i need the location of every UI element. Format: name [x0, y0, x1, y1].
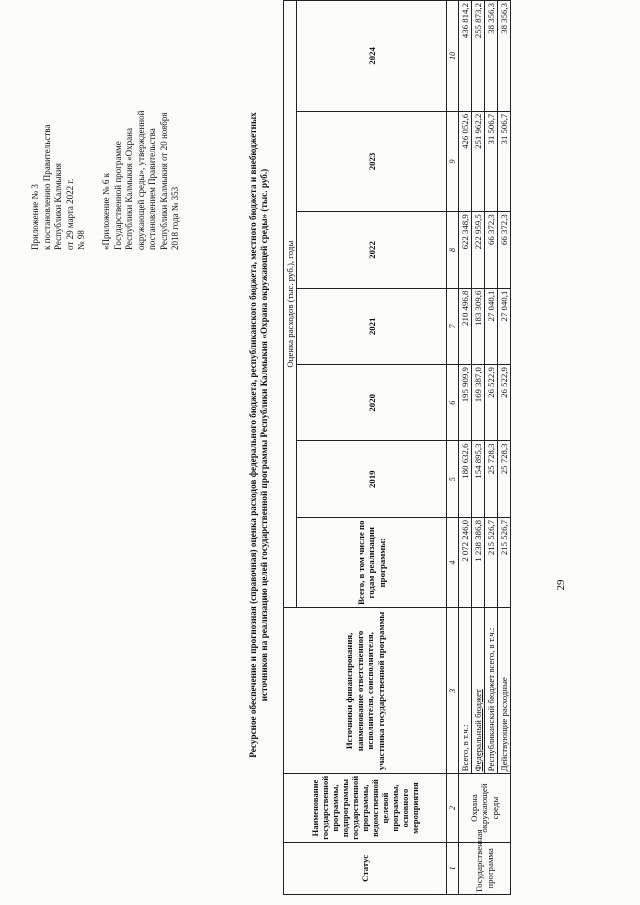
source-cell: Федеральный бюджет — [472, 608, 485, 774]
source-cell: Всего, в т.ч.: — [459, 608, 472, 774]
value-cell: 251 962,2 — [472, 111, 485, 212]
header-year-2021: 2021 — [297, 288, 447, 364]
value-cell: 38 356,3 — [485, 1, 498, 112]
index-cell: 6 — [447, 365, 459, 441]
header-total: Всего, в том числе по годам реализации программы: — [297, 517, 447, 608]
value-cell: 25 728,3 — [485, 441, 498, 517]
index-cell: 1 — [447, 842, 459, 894]
value-cell: 27 040,1 — [485, 288, 498, 364]
header-year-2022: 2022 — [297, 212, 447, 288]
header-year-2020: 2020 — [297, 365, 447, 441]
appendix-6-line: постановлением Правительства — [147, 128, 157, 250]
value-cell: 622 348,9 — [459, 212, 472, 288]
program-name-cell: Охрана окружающей среды — [459, 774, 511, 842]
value-cell: 169 387,0 — [472, 365, 485, 441]
index-cell: 2 — [447, 774, 459, 842]
value-cell: 1 238 386,8 — [472, 517, 485, 608]
index-cell: 5 — [447, 441, 459, 517]
title-line-2: источников на реализацию целей государственной программы Республики Калмыкия «Охрана окружающей среды» (тыс. руб.) — [259, 168, 269, 702]
appendix-3-line: от 29 марта 2022 г. — [64, 178, 75, 250]
value-cell: 66 372,3 — [498, 212, 511, 288]
value-cell: 426 052,6 — [459, 111, 472, 212]
header-estimate: Оценка расходов (тыс. руб.), годы — [284, 1, 297, 608]
page-number: 29 — [555, 579, 567, 591]
index-cell: 3 — [447, 608, 459, 774]
value-cell: 183 309,6 — [472, 288, 485, 364]
header-row-1 — [284, 1, 297, 895]
value-cell: 31 506,7 — [498, 111, 511, 212]
appendix-6-line: Республики Калмыкия «Охрана — [124, 128, 134, 250]
appendix-6-line: 2018 года № 353 — [170, 186, 180, 250]
value-cell: 154 895,3 — [472, 441, 485, 517]
appendix-3-line: Республики Калмыкия — [53, 163, 63, 250]
appendix-6-line: окружающей среды», утвержденной — [135, 110, 146, 250]
budget-table — [283, 0, 511, 895]
index-cell: 10 — [447, 1, 459, 112]
header-sources: Источники финансирования, наименование ответственного исполнителя, соисполнителя, участника государственной программы — [284, 608, 447, 774]
value-cell: 215 526,7 — [498, 517, 511, 608]
title-line-1: Ресурсное обеспечение и прогнозная (справочная) оценка расходов федерального бюджета, республиканского бюджета, местного бюджета и внебюджетных — [248, 112, 258, 758]
index-cell: 8 — [447, 212, 459, 288]
index-cell: 7 — [447, 288, 459, 364]
value-cell: 210 496,8 — [459, 288, 472, 364]
index-row — [447, 1, 459, 895]
table-row — [459, 1, 472, 895]
source-cell: Республиканский бюджет всего, в т.ч.: — [485, 608, 498, 774]
appendix-6-line: Государственной программе — [112, 141, 123, 250]
index-cell: 4 — [447, 517, 459, 608]
value-cell: 26 522,9 — [485, 365, 498, 441]
header-year-2019: 2019 — [297, 441, 447, 517]
value-cell: 222 959,5 — [472, 212, 485, 288]
value-cell: 66 372,3 — [485, 212, 498, 288]
index-cell: 9 — [447, 111, 459, 212]
value-cell: 255 873,2 — [472, 1, 485, 112]
value-cell: 31 506,7 — [485, 111, 498, 212]
header-name: Наименование государственной программы, подпрограммы государственной программы, ведомственной целевой программы, основного мероприятия — [284, 774, 447, 842]
value-cell: 215 526,7 — [485, 517, 498, 608]
value-cell: 195 909,9 — [459, 365, 472, 441]
value-cell: 2 072 246,0 — [459, 517, 472, 608]
table-row — [485, 1, 498, 895]
header-year-2024: 2024 — [297, 1, 447, 112]
value-cell: 38 356,3 — [498, 1, 511, 112]
value-cell: 26 522,9 — [498, 365, 511, 441]
appendix-6-line: «Приложение № 6 к — [101, 172, 111, 250]
appendix-3-line: к постановлению Правительства — [41, 124, 52, 250]
appendix-3-line: № 98 — [76, 230, 86, 250]
appendix-6-line: Республики Калмыкия от 20 ноября — [158, 112, 169, 250]
value-cell: 25 728,3 — [498, 441, 511, 517]
value-cell: 436 814,2 — [459, 1, 472, 112]
document-title — [248, 5, 270, 865]
status-cell: Государственная программа — [459, 842, 511, 894]
appendix-3-line: Приложение № 3 — [30, 184, 40, 250]
value-cell: 180 632,6 — [459, 441, 472, 517]
value-cell: 27 040,1 — [498, 288, 511, 364]
header-status: Статус — [284, 842, 447, 894]
table-row — [472, 1, 485, 895]
source-cell: Действующие расходные — [498, 608, 511, 774]
header-year-2023: 2023 — [297, 111, 447, 212]
appendix-3-block — [30, 40, 88, 250]
table-row — [498, 1, 511, 895]
appendix-6-block — [101, 40, 182, 250]
